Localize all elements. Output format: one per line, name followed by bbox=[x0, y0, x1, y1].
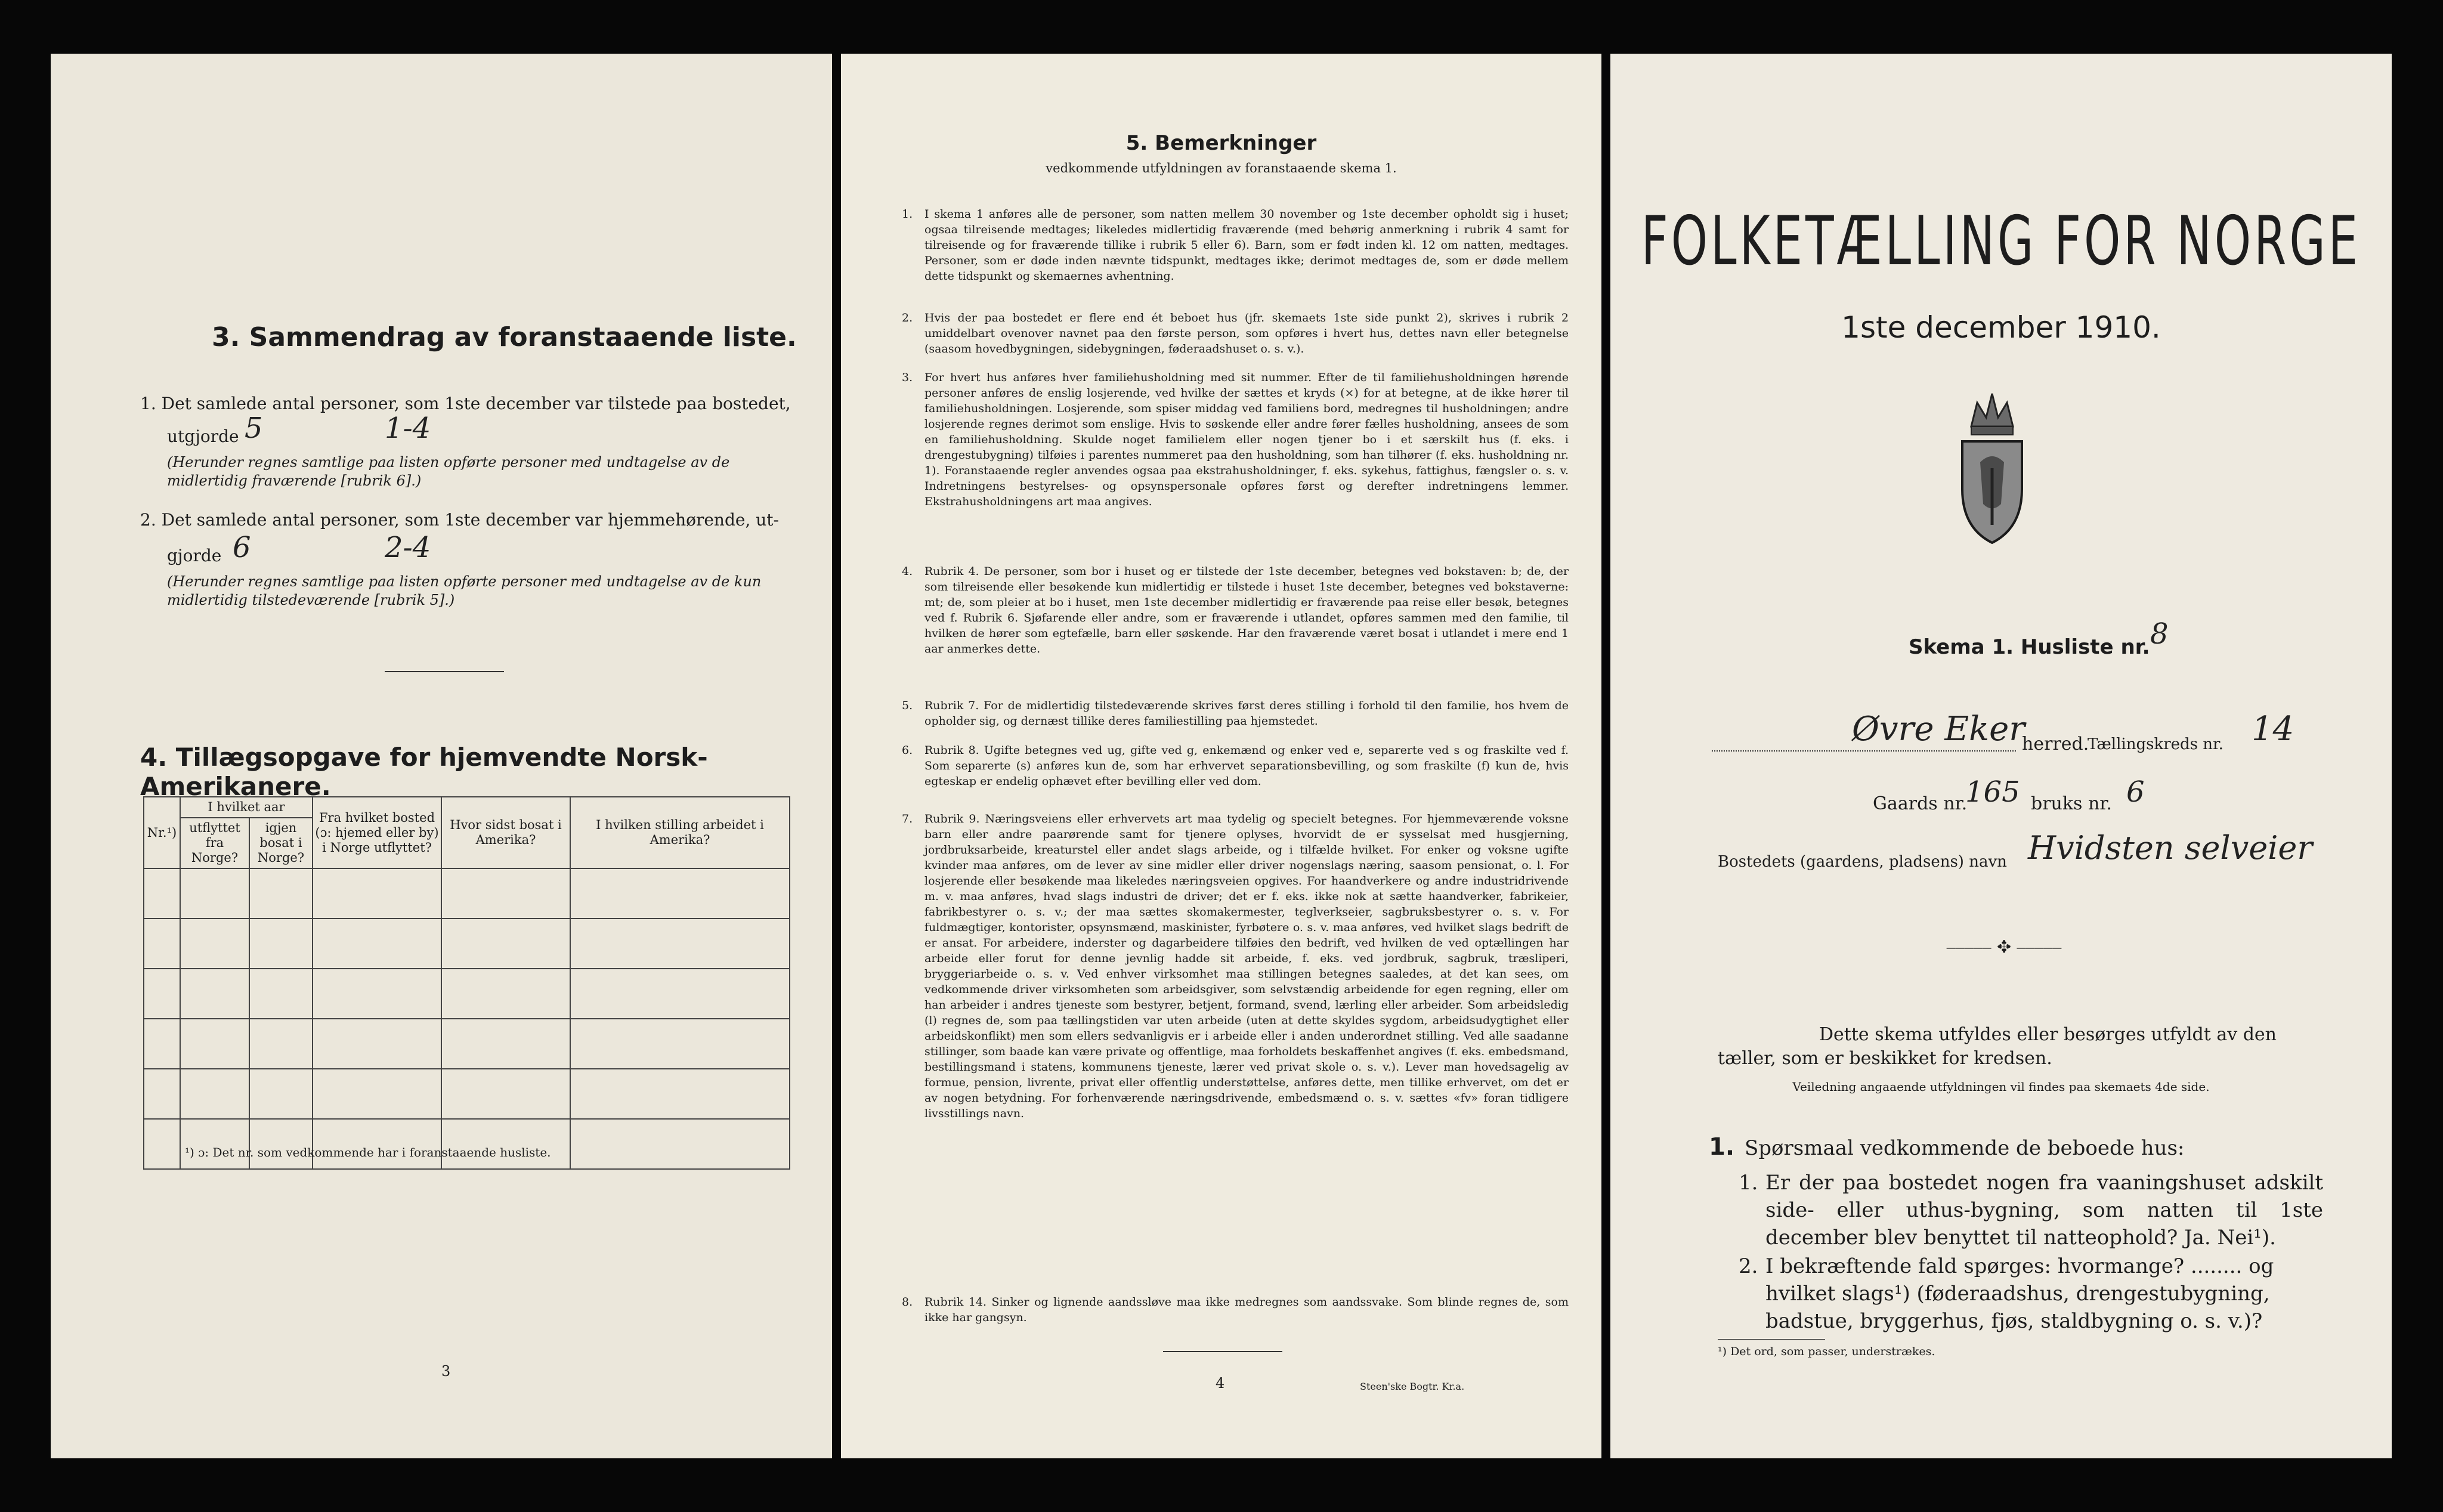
note-text: Rubrik 7. For de midlertidig tilstedeværende skrives først deres stilling i forhold til den familie, hos hvem de opholder sig, og dernæst tillike deres familiestilling paa hjemstedet. bbox=[924, 699, 1569, 728]
fill-instruction: Dette skema utfyldes eller besørges utfyldt av den tæller, som er beskikket for kredsen. bbox=[1718, 1024, 2277, 1069]
page-1-cover bbox=[1610, 54, 2392, 1458]
summary-item-2-text: 2. Det samlede antal personer, som 1ste december var hjemmehørende, ut- bbox=[140, 510, 779, 530]
summary-item-2-utgjorde: gjorde bbox=[167, 546, 222, 565]
note-number: 7. bbox=[902, 812, 913, 825]
note-5 bbox=[902, 698, 1569, 729]
question-1-text: Er der paa bostedet nogen fra vaaningshuset adskilt side- eller uthus-bygning, som natten til 1ste december blev benyttet til natteophold? Ja. Nei¹). bbox=[1765, 1171, 2323, 1250]
table-row bbox=[144, 1119, 790, 1169]
printer-mark: Steen'ske Bogtr. Kr.a. bbox=[1360, 1381, 1465, 1392]
note-3 bbox=[902, 370, 1569, 509]
gaards-handwriting: 165 bbox=[1965, 775, 2020, 809]
col-stilling: I hvilken stilling arbeidet i Amerika? bbox=[570, 797, 790, 868]
note-text: Rubrik 4. De personer, som bor i huset og er tilstede der 1ste december, betegnes ved bokstaven: b; de, der som tilreisende eller besøkende kun midlertidig er tilstede i huset 1ste december, betegnes ved bokstaverne: mt; de, som pleier at bo i huset, men 1ste december midlertidig er fraværende paa reise eller besøk, betegnes ved f. Rubrik 6. Sjøfarende eller andre, som er fraværende i utlandet, opføres sammen med den familie, til hvilken de hører som egtefælle, barn eller søskende. Har den fraværende været bosat i utlandet i mere end 1 aar anmerkes dette. bbox=[924, 565, 1569, 655]
divider-line bbox=[385, 671, 504, 672]
bruks-label: bruks nr. bbox=[2031, 793, 2112, 814]
herred-handwriting: Øvre Eker bbox=[1852, 710, 2025, 749]
husliste-number: 8 bbox=[2150, 617, 2169, 651]
section-3-title: 3. Sammendrag av foranstaaende liste. bbox=[212, 322, 797, 353]
col-nr: Nr.¹) bbox=[144, 797, 180, 868]
notes-subtitle: vedkommende utfyldningen av foranstaaende skema 1. bbox=[1046, 161, 1397, 175]
note-number: 4. bbox=[902, 565, 913, 578]
summary-item-2-note: (Herunder regnes samtlige paa listen opførte personer med undtagelse av de kun midlertidig tilstedeværende [rubrik 5].) bbox=[167, 573, 762, 608]
note-text: Hvis der paa bostedet er flere end ét beboet hus (jfr. skemaets 1ste side punkt 2), skrives i rubrik 2 umiddelbart ovenover navnet paa den første person, som opføres i hvert hus, dettes navn eller betegnelse (saasom hovedbygningen, sidebygningen, føderaadshuset o. s. v.). bbox=[924, 311, 1569, 355]
bruks-handwriting: 6 bbox=[2126, 775, 2145, 809]
ornament-divider: ⎯⎯⎯⎯⎯ ✥ ⎯⎯⎯⎯⎯ bbox=[1946, 936, 2062, 957]
bosted-handwriting: Hvidsten selveier bbox=[2028, 829, 2313, 867]
table-footnote: ¹) ɔ: Det nr. som vedkommende har i foranstaaende husliste. bbox=[185, 1145, 551, 1159]
page-number-3: 3 bbox=[441, 1363, 451, 1380]
table-row bbox=[144, 1019, 790, 1069]
note-number: 1. bbox=[902, 208, 913, 221]
summary-item-1-text: 1. Det samlede antal personer, som 1ste december var tilstede paa bostedet, bbox=[140, 394, 791, 413]
summary-item-1-handwriting: 1-4 bbox=[385, 412, 431, 445]
census-date: 1ste december 1910. bbox=[1841, 310, 2161, 345]
note-2 bbox=[902, 310, 1569, 357]
note-number: 3. bbox=[902, 371, 913, 384]
question-section-number: 1. bbox=[1709, 1133, 1735, 1161]
col-fra: Fra hvilket bosted (ɔ: hjemed eller by) i Norge utflyttet? bbox=[313, 797, 441, 868]
veiledning-note: Veiledning angaaende utfyldningen vil findes paa skemaets 4de side. bbox=[1792, 1080, 2210, 1094]
page-footnote: ¹) Det ord, som passer, understrækes. bbox=[1718, 1345, 1935, 1358]
norway-coat-of-arms-icon bbox=[1947, 385, 2037, 546]
divider-line bbox=[1163, 1351, 1282, 1352]
table-row bbox=[144, 919, 790, 969]
summary-item-1-note: (Herunder regnes samtlige paa listen opførte personer med undtagelse av de midlertidig fraværende [rubrik 6].) bbox=[167, 454, 730, 489]
note-text: Rubrik 8. Ugifte betegnes ved ug, gifte ved g, enkemænd og enker ved e, separerte ved s og fraskilte ved f. Som separerte (s) anføres kun de, som har erhvervet separationsbevilling, og som fraskilte (f) kun de, hvis egteskap er endelig ophævet efter bevilling eller ved dom. bbox=[924, 744, 1569, 788]
norsk-amerikanere-table bbox=[143, 796, 790, 1170]
table-row bbox=[144, 969, 790, 1019]
page-number-4: 4 bbox=[1216, 1375, 1225, 1392]
kreds-handwriting: 14 bbox=[2252, 710, 2294, 749]
table-row bbox=[144, 1069, 790, 1119]
gaards-label: Gaards nr. bbox=[1873, 793, 1968, 814]
note-number: 2. bbox=[902, 311, 913, 324]
note-number: 8. bbox=[902, 1295, 913, 1309]
section-4-title: 4. Tillægsopgave for hjemvendte Norsk-Amerikanere. bbox=[140, 743, 708, 801]
summary-item-2-value: 6 bbox=[233, 531, 251, 564]
note-6 bbox=[902, 743, 1569, 789]
page-3-summary bbox=[51, 54, 832, 1458]
question-section-title: Spørsmaal vedkommende de beboede hus: bbox=[1745, 1136, 2185, 1160]
note-text: Rubrik 14. Sinker og lignende aandssløve maa ikke medregnes som aandssvake. Som blinde regnes de, som ikke har gangsyn. bbox=[924, 1295, 1569, 1324]
col-hvor: Hvor sidst bosat i Amerika? bbox=[441, 797, 570, 868]
note-7 bbox=[902, 811, 1569, 1121]
note-text: For hvert hus anføres hver familiehusholdning med sit nummer. Efter de til familiehusholdningen hørende personer anføres de enslig losjerende, ved hvilke der sættes et kryds (×) for at betegne, at de ikke hører til familiehusholdningen. Losjerende, som spiser middag ved familiens bord, medregnes til husholdningen; andre losjerende regnes derimot som enslige. Hvis to søskende eller andre fører fælles husholdning, ansees de som en familiehusholdning. Skulde noget familielem eller nogen tjener bo i et særskilt hus (f. eks. i drengestubygning) tilføies i parentes nummeret paa den husholdning, som han tilhører (f. eks. husholdning nr. 1). Foranstaaende regler anvendes ogsaa paa ekstrahusholdninger, f. eks. sykehus, fattighus, fængsler o. s. v. Indretningens bestyrelses- og opsynspersonale opføres først og derefter indretningens lemmer. Ekstrahusholdningens art maa angives. bbox=[924, 371, 1569, 508]
note-number: 6. bbox=[902, 744, 913, 757]
bosted-label: Bostedets (gaardens, pladsens) navn bbox=[1718, 853, 2007, 871]
col-group-year: I hvilket aar bbox=[180, 797, 313, 818]
table-row bbox=[144, 868, 790, 919]
note-8 bbox=[902, 1294, 1569, 1325]
notes-title: 5. Bemerkninger bbox=[1125, 131, 1317, 155]
col-utflyttet: utflyttet fra Norge? bbox=[180, 818, 249, 868]
question-2-text: I bekræftende fald spørges: hvormange? ........ og hvilket slags¹) (føderaadshus, drengestubygning, badstue, bryggerhus, fjøs, staldbygning o. s. v.)? bbox=[1765, 1254, 2274, 1333]
summary-item-2-handwriting: 2-4 bbox=[385, 531, 431, 564]
skema-label: Skema 1. Husliste nr. bbox=[1909, 635, 2150, 659]
note-text: Rubrik 9. Næringsveiens eller erhvervets art maa tydelig og specielt betegnes. For hjemmeværende voksne barn eller andre paarørende samt for tjenere oplyses, hvorvidt de er sysselsat med husgjerning, jordbruksarbeide, kreaturstel eller andet slags arbeide, og i tilfælde hvilket. For enker og voksne ugifte kvinder maa anføres, om de lever av sine midler eller driver nogenslags næring, saasom pensionat, o. l. For losjerende eller besøkende maa likeledes næringsveien opgives. For haandverkere og andre industridrivende m. v. maa anføres, hvad slags industri de driver; det er f. eks. ikke nok at sætte haandverker, fabrikeier, fabrikbestyrer o. s. v.; der maa sættes skomakermester, teglverkseier, sagbruksbestyrer o. s. v. For fuldmægtiger, kontorister, opsynsmænd, maskinister, fyrbøtere o. s. v. maa anføres, ved hvilket slags bedrift de er ansat. For arbeidere, inderster og dagarbeidere tilføies den bedrift, ved hvilken de ved optællingen har arbeide eller forut for denne jevnlig hadde sit arbeide, f. eks. ved jordbruk, sagbruk, træsliperi, bryggeriarbeide o. s. v. Ved enhver virksomhet maa stillingen betegnes saaledes, at det kan sees, om vedkommende driver virksomheten som arbeidsgiver, som selvstændig arbeidende for egen regning, eller om han arbeider i andres tjeneste som bestyrer, betjent, formand, svend, lærling eller arbeider. Som arbeidsledig (l) regnes de, som paa tællingstiden var uten arbeide (uten at dette skyldes sygdom, arbeidsudygtighet eller arbeidskonflikt) men som ellers sedvanligvis er i arbeide eller i anden underordnet stilling. Ved alle saadanne stillinger, som baade kan være private og offentlige, maa forholdets beskaffenhet angives (f. eks. embedsmand, bestillingsmand i statens, kommunens tjeneste, lærer ved privat skole o. s. v.). Lever man hovedsagelig av formue, pension, livrente, privat eller offentlig understøttelse, anføres dette, men tillike erhvervet, om det er av nogen betydning. For forhenværende næringsdrivende, embedsmænd o. s. v. sættes «fv» foran tidligere livsstillings navn. bbox=[924, 812, 1569, 1120]
summary-item-1-value: 5 bbox=[245, 412, 263, 445]
note-text: I skema 1 anføres alle de personer, som natten mellem 30 november og 1ste december opholdt sig i huset; ogsaa tilreisende medtages; likeledes midlertidig fraværende (med behørig anmerkning i rubrik 4 samt for tilreisende og for fraværende tillike i rubrik 5 eller 6). Barn, som er født inden kl. 12 om natten, medtages. Personer, som er døde inden nævnte tidspunkt, medtages ikke; derimot medtages de, som er døde mellem dette tidspunkt og skemaernes avhentning. bbox=[924, 208, 1569, 283]
col-igjen: igjen bosat i Norge? bbox=[249, 818, 313, 868]
question-2-number: 2. bbox=[1739, 1254, 1758, 1278]
note-1 bbox=[902, 206, 1569, 284]
note-4 bbox=[902, 564, 1569, 657]
footnote-rule bbox=[1718, 1339, 1825, 1340]
question-1-number: 1. bbox=[1739, 1171, 1758, 1195]
summary-item-1-utgjorde: utgjorde bbox=[167, 426, 239, 446]
note-number: 5. bbox=[902, 699, 913, 712]
main-title: FOLKETÆLLING FOR NORGE bbox=[1641, 203, 2361, 281]
herred-dotted-line bbox=[1712, 750, 2016, 752]
page-4-notes bbox=[841, 54, 1601, 1458]
herred-label: herred. bbox=[2022, 734, 2089, 755]
kreds-label: Tællingskreds nr. bbox=[2088, 735, 2224, 753]
